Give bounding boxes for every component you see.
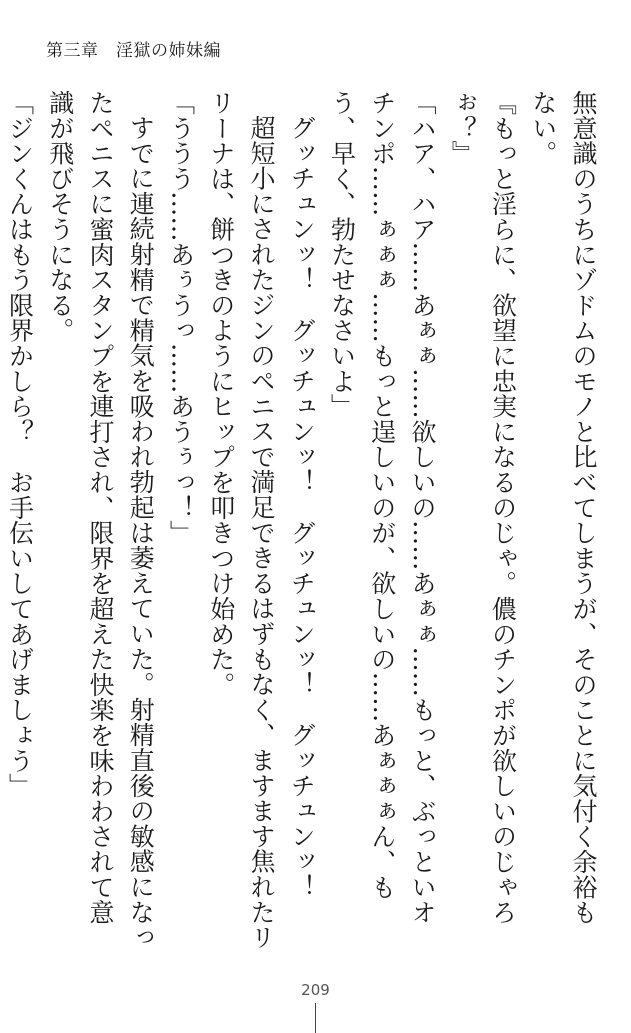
paragraph: 「ハア、ハア……あぁぁ……欲しいの……あぁぁ……もっと、ぶっといオチンポ……ぁぁぁ……もっと逞しいのが、欲しいの……あぁぁぁん、もう、早く、勃たせなさいよ」	[327, 90, 437, 925]
paragraph: 超短小にされたジンのペニスで満足できるはずもなく、ますます焦れたリリーナは、餅つきのようにヒップを叩きつけ始めた。	[206, 90, 276, 950]
running-head: 第三章 淫獄の姉妹編	[46, 41, 221, 61]
paragraph: 無意識のうちにゾドムのモノと比べてしまうが、そのことに気付く余裕もない。	[528, 90, 598, 925]
paragraph: 「ううう……あぅうっ……あうぅっ！」	[166, 90, 196, 546]
page-number-rule	[315, 1003, 316, 1033]
paragraph: グッチュンッ！ グッチュンッ！ グッチュンッ！ グッチュンッ！	[287, 115, 317, 900]
paragraph: 『もっと淫らに、欲望に忠実になるのじゃ。儂のチンポが欲しいのじゃろぉ？』	[448, 90, 518, 925]
body-text	[5, 90, 603, 950]
page-number: 209	[301, 981, 330, 999]
paragraph: すでに連続射精で精気を吸われ勃起は萎えていた。射精直後の敏感になったペニスに蜜肉スタンプを連打され、限界を超えた快楽を味わわされて意識が飛びそうになる。	[45, 90, 156, 950]
paragraph: 「ジンくんはもう限界かしら？ お手伝いしてあげましょう」	[5, 90, 35, 799]
